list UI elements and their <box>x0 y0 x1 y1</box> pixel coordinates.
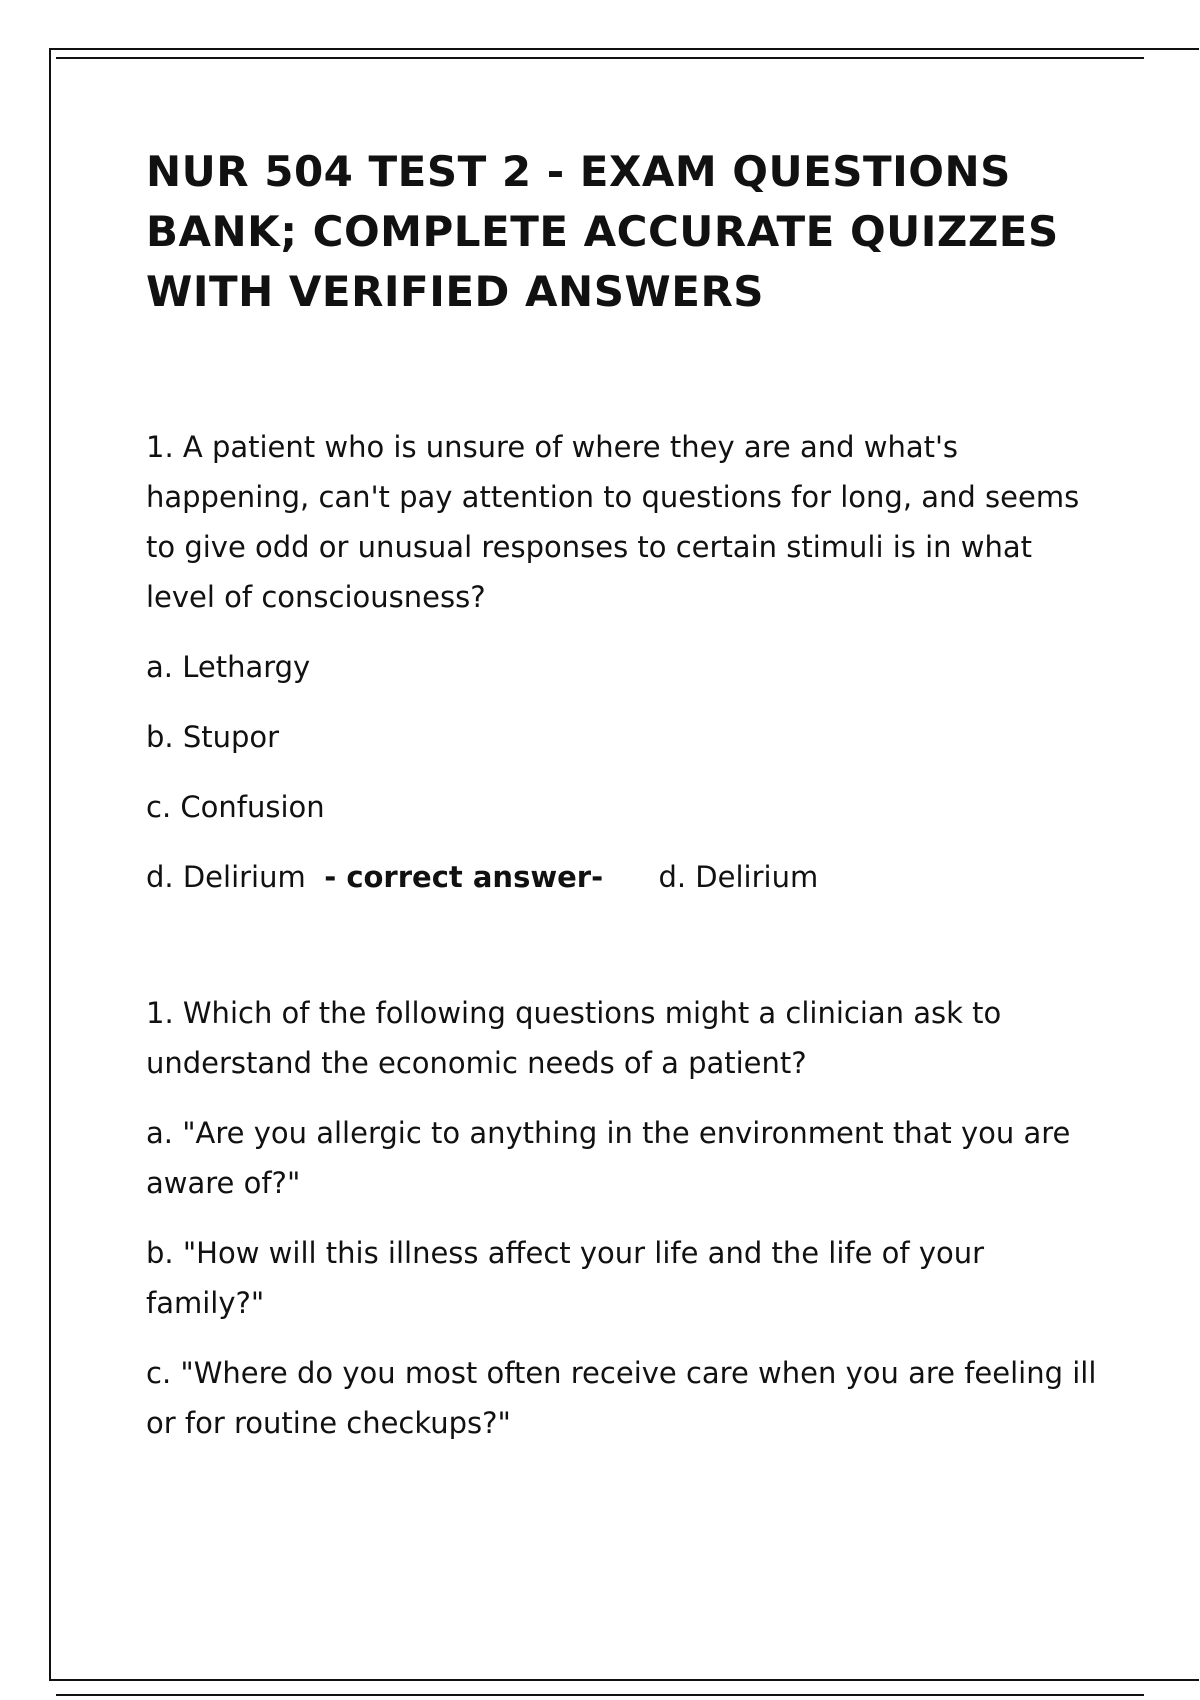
question-2 <box>146 988 1106 1448</box>
answer-line <box>146 852 1106 902</box>
bottom-rule <box>56 1694 1144 1696</box>
question-text: 1. A patient who is unsure of where they are and what's happening, can't pay attention to questions for long, and seems to give odd or unusual responses to certain stimuli is in what level of consciousness? <box>146 430 1080 614</box>
option-b: b. "How will this illness affect your life and the life of your family?" <box>146 1236 985 1320</box>
question-text: 1. Which of the following questions might a clinician ask to understand the economic needs of a patient? <box>146 996 1002 1080</box>
top-rule <box>56 57 1144 59</box>
option-c: c. Confusion <box>146 790 325 824</box>
option-c: c. "Where do you most often receive care when you are feeling ill or for routine checkups?" <box>146 1356 1097 1440</box>
document-content <box>146 142 1106 1468</box>
question-1 <box>146 422 1106 902</box>
option-a: a. Lethargy <box>146 650 311 684</box>
option-a: a. "Are you allergic to anything in the environment that you are aware of?" <box>146 1116 1071 1200</box>
correct-answer-value: d. Delirium <box>658 860 819 894</box>
correct-answer-label: - correct answer- <box>324 860 604 894</box>
option-b: b. Stupor <box>146 720 280 754</box>
document-title: NUR 504 TEST 2 - EXAM QUESTIONS BANK; COMPLETE ACCURATE QUIZZES WITH VERIFIED ANSWERS <box>146 147 1059 316</box>
option-d: d. Delirium <box>146 860 306 894</box>
